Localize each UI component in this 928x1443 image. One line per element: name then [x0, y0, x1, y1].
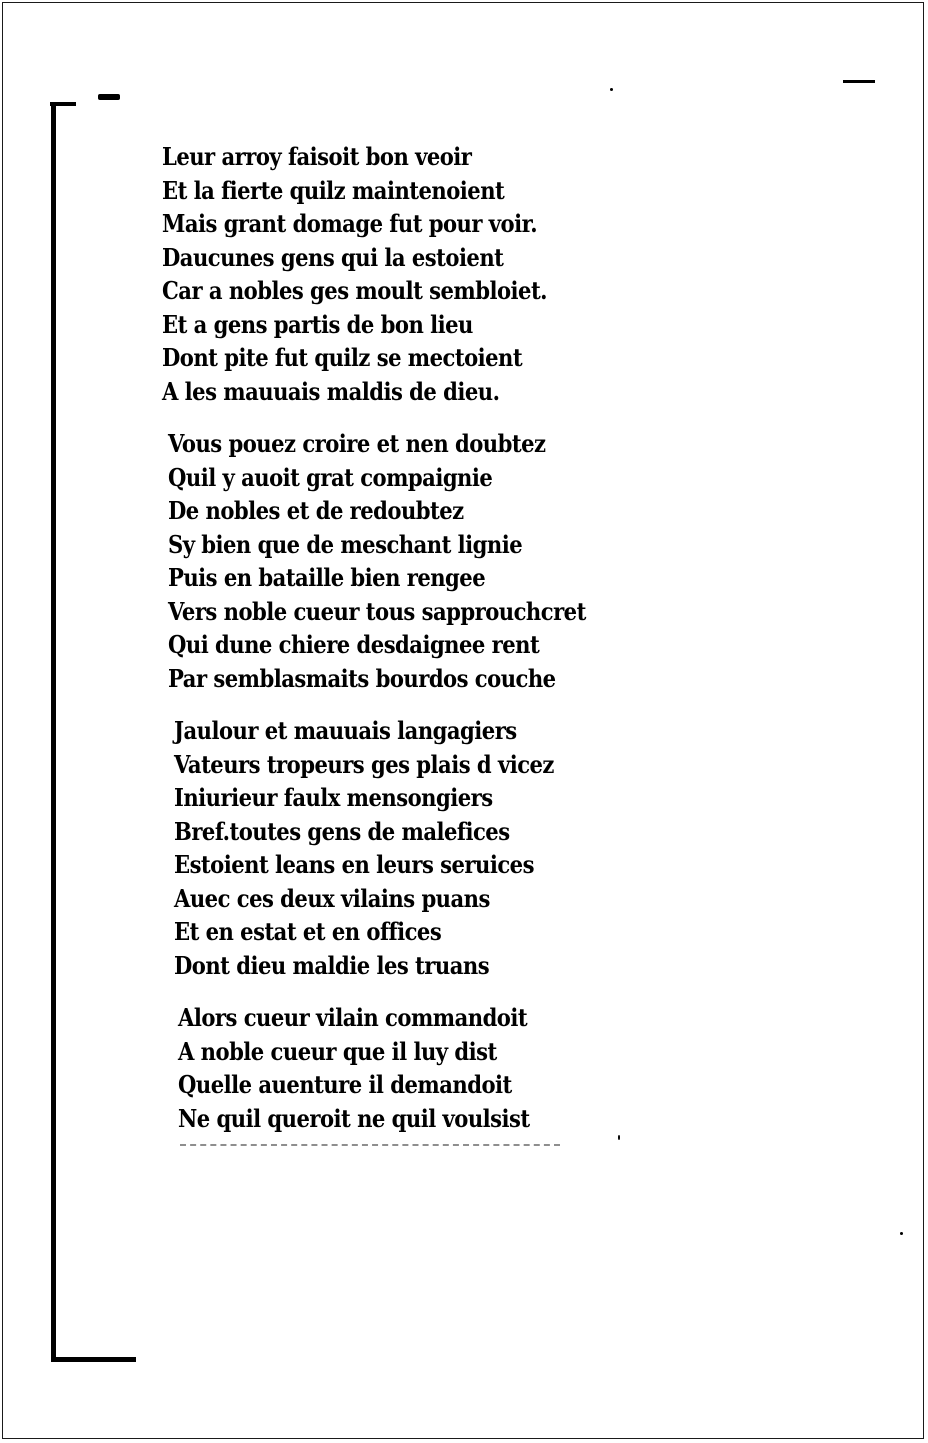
verse-line: Par semblasmaits bourdos couche — [168, 663, 556, 693]
verse-line: Quelle auenture il demandoit — [178, 1070, 512, 1099]
ink-speck — [900, 1232, 903, 1235]
binding-gutter-foot — [51, 1357, 136, 1362]
ink-mark-right — [843, 80, 875, 83]
verse-line: A noble cueur que il luy dist — [178, 1036, 497, 1066]
verse-line: Leur arroy faisoit bon veoir — [162, 142, 472, 171]
verse-line: Quil y auoit grat compaignie — [168, 462, 493, 492]
verse-line: Car a nobles ges moult sembloiet. — [162, 276, 547, 305]
verse-line: De nobles et de redoubtez — [168, 496, 464, 525]
verse-line: Iniurieur faulx mensongiers — [174, 783, 493, 812]
verse-line: Ne quil queroit ne quil voulsist — [178, 1103, 530, 1133]
verse-line: Et la fierte quilz maintenoient — [162, 175, 505, 205]
verse-line: Dont dieu maldie les truans — [174, 950, 490, 980]
stanza — [168, 427, 630, 695]
verse-line: Vous pouez croire et nen doubtez — [168, 429, 546, 458]
verse-line: Jaulour et mauuais langagiers — [174, 716, 517, 745]
ink-speck — [618, 1135, 620, 1140]
ink-speck — [610, 88, 613, 91]
verse-line: A les mauuais maldis de dieu. — [162, 376, 500, 406]
poem-text — [160, 140, 630, 1135]
verse-line: Estoient leans en leurs seruices — [174, 850, 534, 879]
ink-mark-left-2 — [98, 94, 120, 100]
verse-line: Bref.toutes gens de malefices — [174, 816, 510, 846]
binding-gutter — [51, 103, 56, 1361]
verse-line: Et a gens partis de bon lieu — [162, 309, 473, 339]
page-bottom-trace — [180, 1144, 560, 1146]
stanza — [162, 140, 630, 408]
verse-line: Daucunes gens qui la estoient — [162, 242, 504, 272]
verse-line: Alors cueur vilain commandoit — [178, 1003, 528, 1032]
verse-line: Sy bien que de meschant lignie — [168, 529, 523, 559]
verse-line: Dont pite fut quilz se mectoient — [162, 343, 523, 372]
verse-line: Et en estat et en offices — [174, 917, 442, 946]
verse-line: Vers noble cueur tous sapprouchcret — [168, 596, 586, 626]
verse-line: Auec ces deux vilains puans — [174, 883, 490, 913]
verse-line: Qui dune chiere desdaignee rent — [168, 630, 540, 659]
verse-line: Mais grant domage fut pour voir. — [162, 209, 538, 238]
stanza — [174, 714, 630, 982]
stanza — [178, 1001, 630, 1135]
verse-line: Vateurs tropeurs ges plais d vicez — [174, 749, 554, 779]
verse-line: Puis en bataille bien rengee — [168, 563, 486, 592]
